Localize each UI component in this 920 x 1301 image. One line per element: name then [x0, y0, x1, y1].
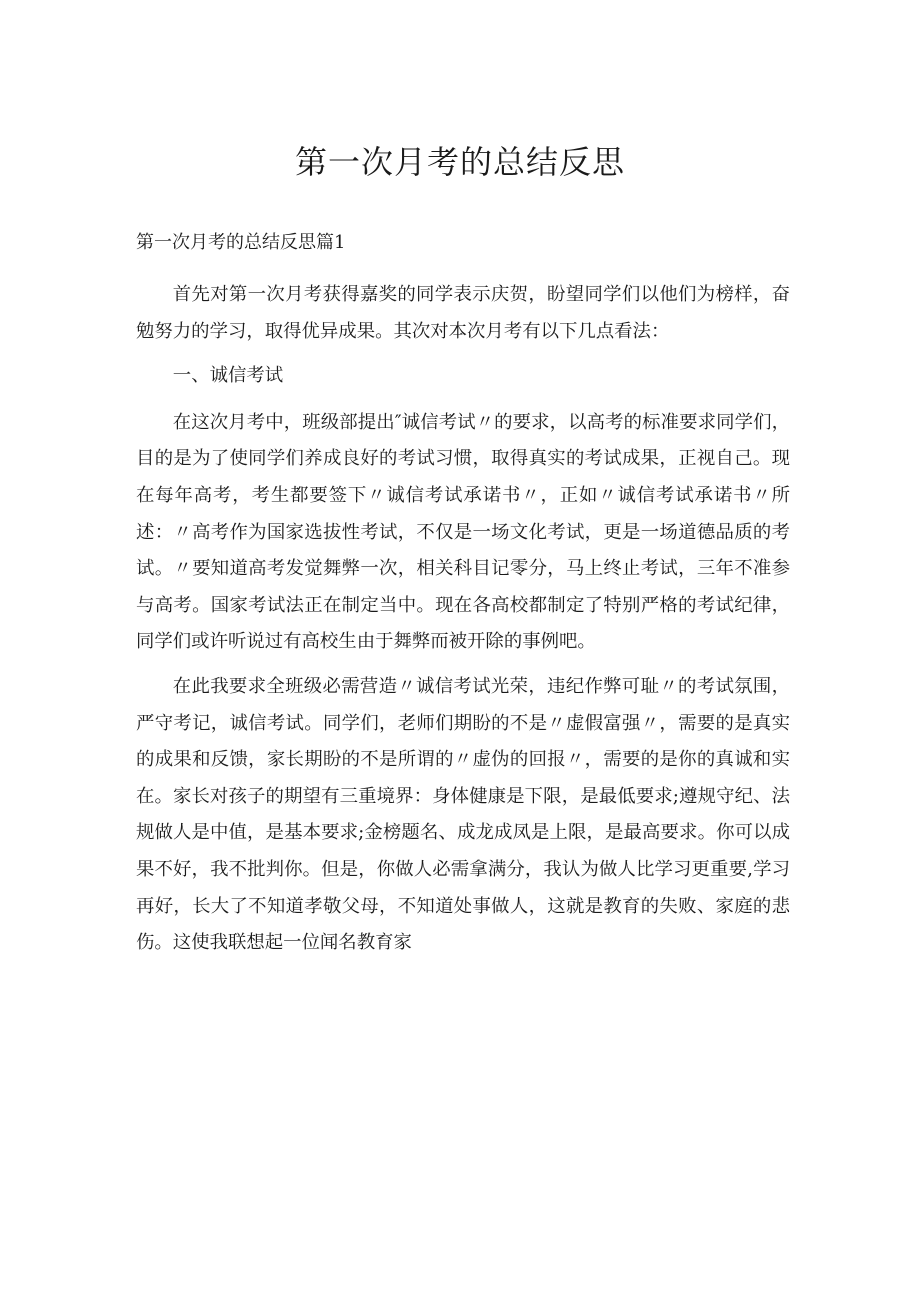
paragraph-intro: 首先对第一次月考获得嘉奖的同学表示庆贺，盼望同学们以他们为榜样，奋勉努力的学习，取得优异成果。其次对本次月考有以下几点看法： [136, 284, 790, 342]
section-heading: 第一次月考的总结反思篇1 [136, 232, 346, 253]
paragraph-class-requirement: 在此我要求全班级必需营造〃诚信考试光荣，违纪作弊可耻〃的考试氛围，严守考记，诚信考试。同学们，老师们期盼的不是〃虚假富强〃，需要的是真实的成果和反馈，家长期盼的不是所谓的〃虚伪的回报〃，需要的是你的真诚和实在。家长对孩子的期望有三重境界：身体健康是下限，是最低要求;遵规守纪、法规做人是中值，是基本要求;金榜题名、成龙成凤是上限，是最高要求。你可以成果不好，我不批判你。但是，你做人必需拿满分，我认为做人比学习更重要,学习再好，长大了不知道孝敬父母，不知道处事做人，这就是教育的失败、家庭的悲伤。这使我联想起一位闻名教育家 [136, 675, 790, 954]
document-title: 第一次月考的总结反思 [294, 143, 625, 181]
paragraph-subheading-integrity: 一、诚信考试 [172, 365, 284, 387]
document-body [136, 277, 790, 970]
paragraph-integrity-exam: 在这次月考中，班级部提出″诚信考试〃的要求，以高考的标准要求同学们，目的是为了使同学们养成良好的考试习惯，取得真实的考试成果，正视自己。现在每年高考，考生都要签下〃诚信考试承诺书〃，正如〃诚信考试承诺书〃所述：〃高考作为国家选拔性考试，不仅是一场文化考试，更是一场道德品质的考试。〃要知道高考发觉舞弊一次，相关科目记零分，马上终止考试，三年不准参与高考。国家考试法正在制定当中。现在各高校都制定了特别严格的考试纪律，同学们或许听说过有高校生由于舞弊而被开除的事例吧。 [136, 411, 790, 653]
